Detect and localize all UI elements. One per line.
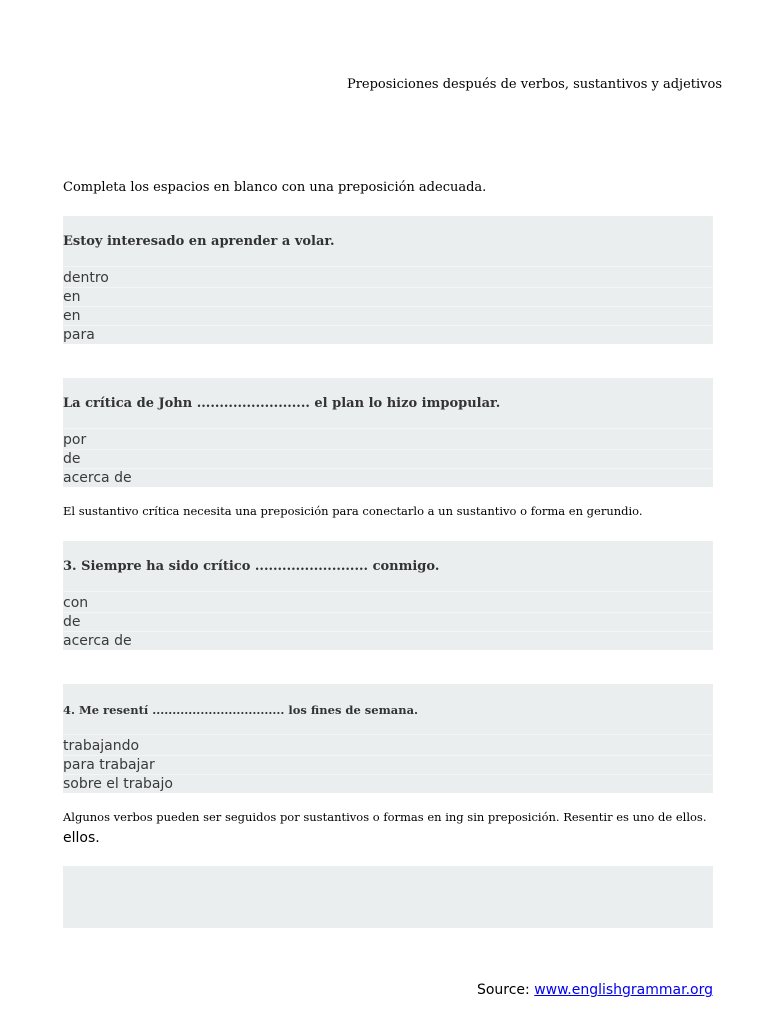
question-block-4 [63, 684, 713, 793]
question-block-3 [63, 541, 713, 650]
answer-option[interactable]: sobre el trabajo [63, 776, 173, 792]
options-list [63, 592, 713, 650]
question-text: La crítica de John ......................... el plan lo hizo impopular. [63, 378, 713, 429]
answer-option[interactable]: trabajando [63, 737, 713, 756]
question-text: 4. Me resentí ................................. los fines de semana. [63, 684, 713, 735]
question-text: 3. Siempre ha sido crítico ......................... conmigo. [63, 541, 713, 592]
explanation-note-tail: ellos. [63, 830, 100, 846]
options-list [63, 429, 713, 487]
page-title: Preposiciones después de verbos, sustantivos y adjetivos [346, 77, 722, 92]
options-list [63, 267, 713, 344]
source-credit [477, 982, 713, 998]
source-label: Source: [476, 982, 535, 998]
empty-question-block [63, 866, 713, 928]
answer-option[interactable]: de [63, 613, 713, 632]
answer-option[interactable]: para [63, 327, 95, 343]
source-link[interactable]: www.englishgrammar.org [534, 982, 713, 998]
answer-option[interactable]: de [63, 450, 713, 469]
explanation-note: Algunos verbos pueden ser seguidos por sustantivos o formas en ing sin preposición. Resentir es uno de ellos. [63, 810, 707, 824]
question-block-2 [63, 378, 713, 487]
instructions: Completa los espacios en blanco con una preposición adecuada. [63, 180, 487, 195]
answer-option[interactable]: en [63, 307, 713, 326]
answer-option[interactable]: acerca de [63, 470, 132, 486]
answer-option[interactable]: acerca de [63, 633, 132, 649]
answer-option[interactable]: para trabajar [63, 756, 713, 775]
answer-option[interactable]: por [63, 431, 713, 450]
answer-option[interactable]: dentro [63, 269, 713, 288]
answer-option[interactable]: en [63, 288, 713, 307]
answer-option[interactable]: con [63, 594, 713, 613]
explanation-note: El sustantivo crítica necesita una preposición para conectarlo a un sustantivo o forma en gerundio. [63, 504, 643, 518]
question-block-1 [63, 216, 713, 344]
question-text: Estoy interesado en aprender a volar. [63, 216, 713, 267]
options-list [63, 735, 713, 793]
